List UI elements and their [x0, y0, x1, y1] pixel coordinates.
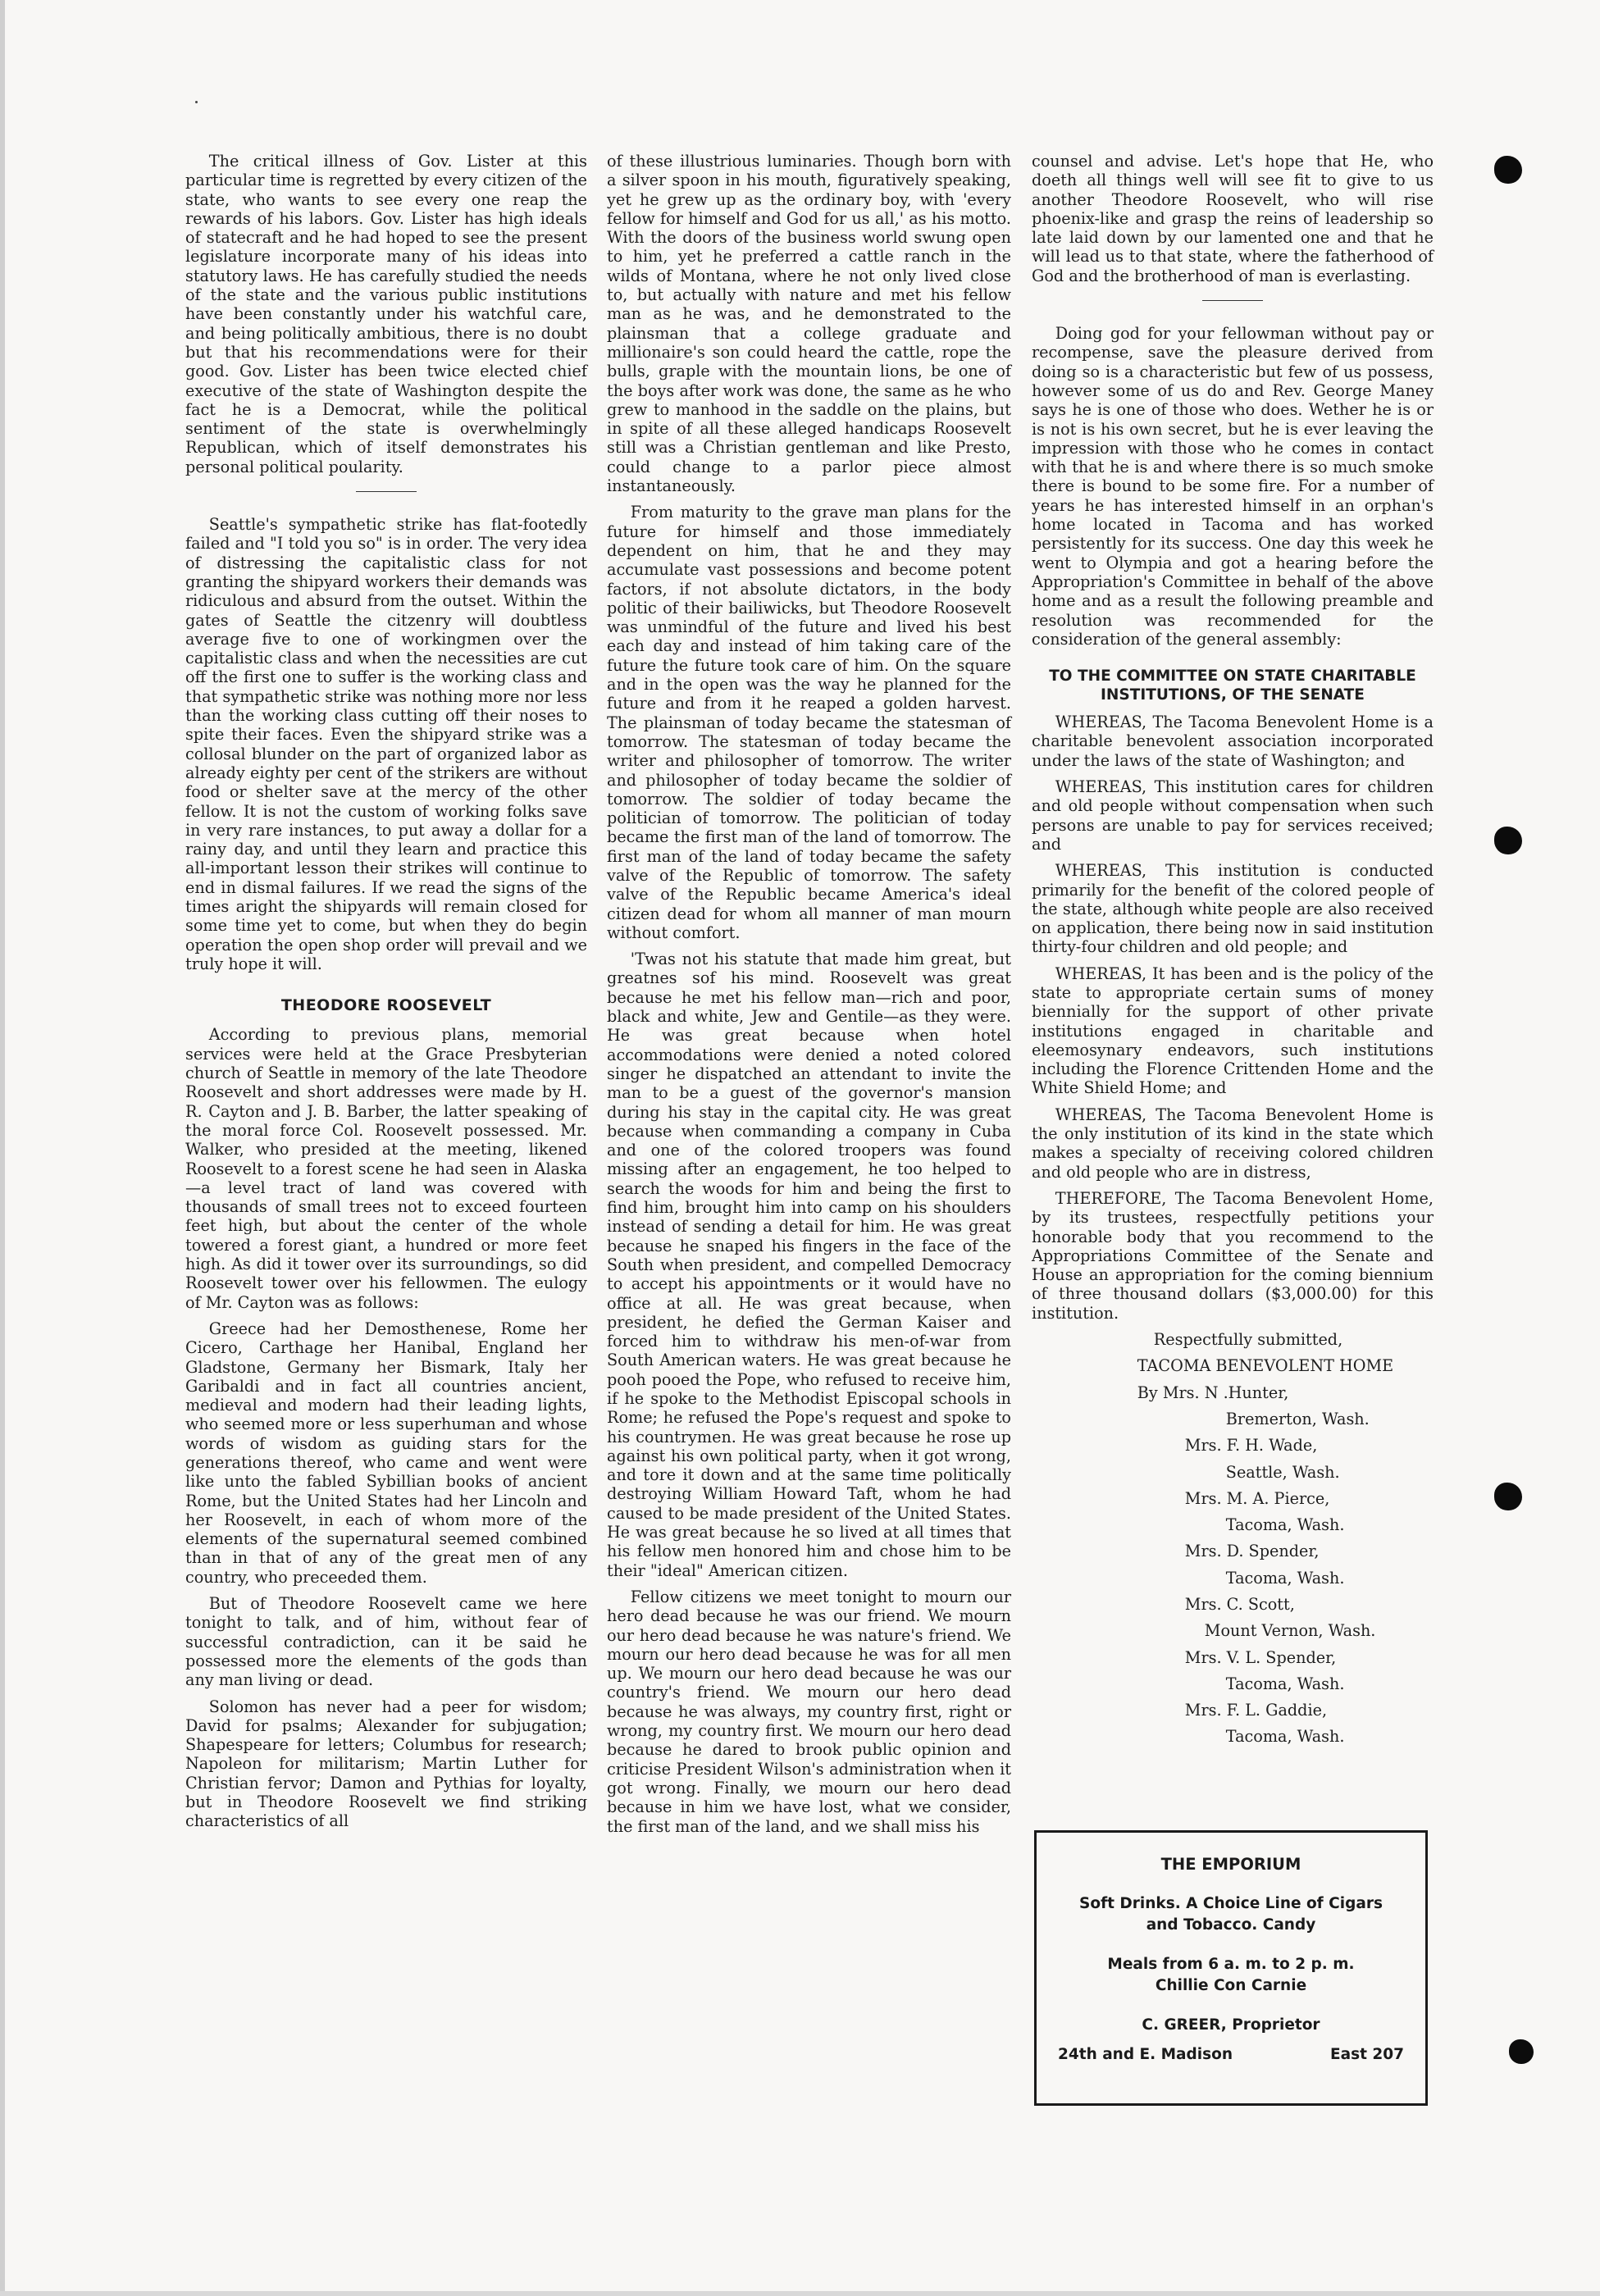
ad-title: THE EMPORIUM [1160, 1855, 1301, 1874]
signer-place: Mount Vernon, Wash. [1204, 1621, 1376, 1641]
ad-line: Chillie Con Carnie [1155, 1977, 1307, 1994]
signature-organization: TACOMA BENEVOLENT HOME [1137, 1356, 1394, 1376]
punch-hole-mark [1509, 2039, 1534, 2064]
signer-place: Tacoma, Wash. [1225, 1568, 1345, 1588]
resolution-clause: THEREFORE, The Tacoma Benevolent Home, by its trustees, respectfully petitions your honorable body that you recommend to the Appropriations Committee of the Senate and House an appropriation for the coming biennium of three thousand dollars ($3,000.00) for this institution. [1032, 1188, 1434, 1323]
signer-name: Mrs. M. A. Pierce, [1184, 1488, 1330, 1508]
eulogy-closing-paragraph: counsel and advise. Let's hope that He, who doeth all things well will see fit to give to us another Theodore Roosevelt, who will rise phoenix-like and grasp the reins of leadership so late laid down by our lamented one and that he will lead us to that state, where the fatherhood of God and the brotherhood of man is everlasting. [1032, 152, 1434, 285]
eulogy-paragraph: 'Twas not his statute that made him great, but greatnes sof his mind. Roosevelt was great because he met his fellow man—rich and poor, black and white, Jew and Gentile—as they were. He was great because when hotel accommodations were denied a noted colored singer he dispatched an attendant to invite the man to be a guest of the governor's mansion during his stay in the capital city. He was great because when commanding a company in Cuba and one of the colored troopers was found missing after an engagement, he too helped to search the woods for him and being the first to find him, brought him into camp on his shoulders instead of sending a detail for him. He was great because he snaped his fingers in the face of the South when president, and compelled Democracy to accept his appointments or it would have no office at all. He was great because, when president, he defied the German Kaiser and forced him to withdraw his men-of-war from South American waters. He was great because he pooh pooed the Pope, who refused to receive him, if he spoke to the Methodist Episcopal schools in Rome; he refused the Pope's request and spoke to his countrymen. He was great because he rose up against his own political party, when it got wrong, and tore it down and at the same time politically destroying William Howard Taft, whom he had caused to be made president of the United States. He was great because he so lived at all times that his fellow men honored him and chose him to be their "ideal" American citizen. [607, 950, 1011, 1580]
ad-line: Meals from 6 a. m. to 2 p. m. [1107, 1956, 1355, 1973]
editorial-seattle-strike-paragraph: Seattle's sympathetic strike has flat-footedly failed and "I told you so" is in order. The very idea of distressing the capitalistic class for not granting the shipyard workers their demands was ridiculous and absurd from the outset. Within the gates of Seattle the citzenry will doubtless average five to one of workingmen over the capitalistic class and when the necessities are cut off the first one to suffer is the working class and that sympathetic strike was nothing more nor less than the working class cutting off their noses to spite their faces. Even the shipyard strike was a collosal blunder on the part of organized labor as already eighty per cent of the strikers are without food or shelter save at the mercy of the other fellow. It is not the custom of working folks save in very rare instances, to put away a dollar for a rainy day, and until they learn and practice this all-important lesson their strikes will continue to end in dismal failures. If we read the signs of the times aright the shipyards will remain closed for some time yet to come, but when they do begin operation the open shop order will prevail and we truly hope it will. [185, 515, 587, 973]
resolution-clause: WHEREAS, This institution cares for children and old people without compensation when such persons are unable to pay for services received; and [1032, 777, 1434, 854]
signer-place: Tacoma, Wash. [1225, 1515, 1345, 1535]
signer-name: Mrs. F. H. Wade, [1184, 1436, 1318, 1456]
signer-place: Tacoma, Wash. [1225, 1727, 1345, 1747]
signer-name: By Mrs. N .Hunter, [1137, 1383, 1289, 1402]
eulogy-paragraph: From maturity to the grave man plans for the future for himself and those immediately dependent on him, that he and they may accumulate vast possessions and become potent factors, if not absolute dictators, in the body politic of their bailiwicks, but Theodore Roosevelt was unmindful of the future and lived his best each day and instead of him taking care of the future the future took care of him. On the square and in the open was the way he planned for the future and from it he reaped a golden harvest. The plainsman of today became the statesman of tomorrow. The statesman of today became the writer and philosopher of tomorrow. The writer and philosopher of today became the soldier of tomorrow. The soldier of today became the politician of tomorrow. The politician of today became the first man of the land of tomorrow. The first man of the land of today became the safety valve of the Republic of tomorrow. The safety valve of the Republic became America's ideal citizen dead for whom all manner of man mourn without comfort. [607, 503, 1011, 942]
eulogy-paragraph: Solomon has never had a peer for wisdom; David for psalms; Alexander for subjugation; Shapespeare for letters; Columbus for research; Napoleon for militarism; Martin Luther for Christian fervor; Damon and Pythias for loyalty, but in Theodore Roosevelt we find striking characteristics of all [185, 1697, 587, 1831]
ad-line: and Tobacco. Candy [1146, 1916, 1316, 1934]
maney-paragraph: Doing god for your fellowman without pay or recompense, save the pleasure derived from doing so is a characteristic but few of us possess, however some of us do and Rev. George Maney says he is one of those who does. Wether he is or is not is his own secret, but he is ever leaving the impression with those who he comes in contact with that he is and where there is so much smoke there is bound to be some fire. For a number of years he has interested himself in an orphan's home located in Tacoma and has worked persistently for its success. One day this week he went to Olympia and got a hearing before the Appropriation's Committee in behalf of the above home and as a result the following preamble and resolution was recommended for the consideration of the general assembly: [1032, 324, 1434, 649]
punch-hole-mark [1494, 827, 1522, 854]
resolution-clause: WHEREAS, This institution is conducted primarily for the benefit of the colored people of the state, although white people are also received on application, there being now in said institution thirty-four children and old people; and [1032, 861, 1434, 957]
resolution-clause: WHEREAS, The Tacoma Benevolent Home is the only institution of its kind in the state which makes a specialty of receiving colored children and old people who are in distress, [1032, 1105, 1434, 1182]
committee-heading: TO THE COMMITTEE ON STATE CHARITABLE INSTITUTIONS, OF THE SENATE [1049, 667, 1416, 704]
section-divider [356, 491, 417, 492]
ad-phone: East 207 [1329, 2046, 1404, 2063]
eulogy-paragraph: But of Theodore Roosevelt came we here tonight to talk, and of him, without fear of successful contradiction, can it be said he possessed more the elements of the gods than any man living or dead. [185, 1594, 587, 1690]
eulogy-paragraph: Fellow citizens we meet tonight to mourn our hero dead because he was our friend. We mourn our hero dead because he was nature's friend. We mourn our hero dead because he was for all men up. We mourn our hero dead because he was our country's friend. We mourn our hero dead because he was always, my country first, right or wrong, my country first. We mourn our hero dead because he dared to brook public opinion and criticise President Wilson's administration when it got wrong. Finally, we mourn our hero dead because in him we have lost, what we consider, the first man of the land, and we shall miss his [607, 1587, 1011, 1836]
section-divider [1202, 300, 1263, 301]
resolution-clause: WHEREAS, It has been and is the policy of the state to appropriate certain sums of money biennially for the support of other private institutions engaged in charitable and eleemosynary endeavors, such institutions including the Florence Crittenden Home and the White Shield Home; and [1032, 963, 1434, 1098]
ad-proprietor: C. GREER, Proprietor [1142, 2016, 1320, 2034]
ad-address: 24th and E. Madison [1058, 2046, 1233, 2063]
eulogy-continued-paragraph: of these illustrious luminaries. Though born with a silver spoon in his mouth, figuratively speaking, yet he grew up as the ordinary boy, with 'every fellow for himself and God for us all,' as his motto. With the doors of the business world swung open to him, yet he preferred a cattle ranch in the wilds of Montana, where he not only lived close to, but actually with nature and met his fellow man as he was, and he demonstrated to the plainsman that a college graduate and millionaire's son could heard the cattle, rope the bulls, graple with the mountain lions, be one of the boys after work was done, the same as he who grew to manhood in the saddle on the plains, but in spite of all these alleged handicaps Roosevelt still was a Christian gentleman and like Presto, could change to a parlor piece almost instantaneously. [607, 152, 1011, 496]
signer-place: Tacoma, Wash. [1225, 1674, 1345, 1693]
ad-line: Soft Drinks. A Choice Line of Cigars [1079, 1895, 1383, 1912]
punch-hole-mark [1494, 156, 1522, 184]
emporium-advertisement [1034, 1830, 1428, 2106]
resolution-clause: WHEREAS, The Tacoma Benevolent Home is a charitable benevolent association incorporated under the laws of the state of Washington; and [1032, 713, 1434, 770]
eulogy-paragraph: Greece had her Demosthenese, Rome her Cicero, Carthage her Hanibal, England her Gladstone, Germany her Bismark, Italy her Garibaldi and in fact all countries ancient, medieval and modern had their leading lights, who seemed more or less superhuman and whose words of wisdom as guiding stars for the generations thereof, who came and went were like unto the fabled Sybillian books of ancient Rome, but the United States had her Lincoln and her Roosevelt, in each of whom more of the elements of the supernatural seemed combined than in that of any of the great men of any country, who preceeded them. [185, 1319, 587, 1587]
signature-block [1032, 1330, 1434, 1747]
signature-closing: Respectfully submitted, [1153, 1330, 1343, 1350]
signer-name: Mrs. D. Spender, [1184, 1542, 1320, 1561]
roosevelt-heading: THEODORE ROOSEVELT [280, 996, 492, 1015]
column-right [1032, 152, 1434, 1754]
signer-place: Seattle, Wash. [1225, 1462, 1340, 1482]
signer-name: Mrs. F. L. Gaddie, [1184, 1701, 1328, 1720]
column-left [185, 152, 587, 1838]
signer-name: Mrs. C. Scott, [1184, 1595, 1295, 1614]
signer-name: Mrs. V. L. Spender, [1184, 1647, 1337, 1667]
punch-hole-mark [1494, 1483, 1522, 1510]
speck-mark [195, 101, 198, 103]
editorial-lister-paragraph: The critical illness of Gov. Lister at this particular time is regretted by every citizen of the state, who wants to see every one reap the rewards of his labors. Gov. Lister has high ideals of statecraft and he had hoped to see the present legislature incorporate many of his ideas into statutory laws. He has carefully studied the needs of the state and the various public institutions have been constantly under his watchful care, and being politically ambitious, there is no doubt but that his recommendations were for their good. Gov. Lister has been twice elected chief executive of the state of Washington despite the fact he is a Democrat, while the political sentiment of the state is overwhelmingly Republican, which of itself demonstrates his personal political poularity. [185, 152, 587, 476]
signer-place: Bremerton, Wash. [1225, 1409, 1370, 1428]
column-middle [607, 152, 1011, 1843]
roosevelt-memorial-paragraph: According to previous plans, memorial services were held at the Grace Presbyterian church of Seattle in memory of the late Theodore Roosevelt and short addresses were made by H. R. Cayton and J. B. Barber, the latter speaking of the moral force Col. Roosevelt possessed. Mr. Walker, who presided at the meeting, likened Roosevelt to a forest scene he had seen in Alaska—a level tract of land was covered with thousands of small trees not to exceed fourteen feet high, but about the center of the whole towered a forest giant, a hundred or more feet high. As did it tower over its surroundings, so did Roosevelt tower over his fellowmen. The eulogy of Mr. Cayton was as follows: [185, 1025, 587, 1312]
